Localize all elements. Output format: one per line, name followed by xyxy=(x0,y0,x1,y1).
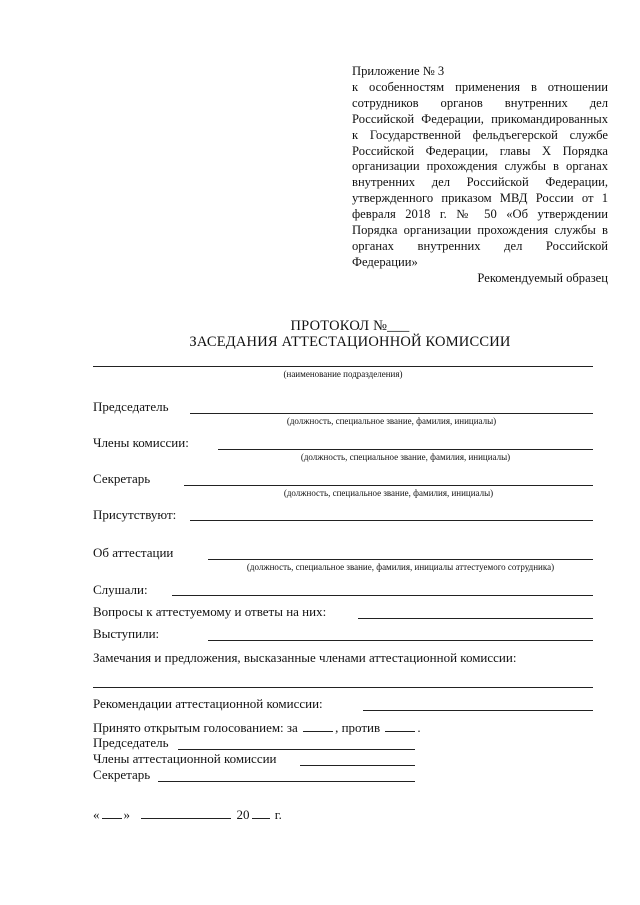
date-year-blank[interactable] xyxy=(252,806,270,819)
date-open-quote: « xyxy=(93,807,100,822)
date-year-prefix: 20 xyxy=(236,807,250,822)
date-day-blank[interactable] xyxy=(102,806,122,819)
secretary-label: Секретарь xyxy=(93,471,151,486)
attestation-label: Об аттестации xyxy=(93,545,174,560)
sign-chairman-label: Председатель xyxy=(93,735,169,750)
chairman-line[interactable] xyxy=(190,413,593,414)
sign-secretary-line[interactable] xyxy=(158,781,415,782)
sign-members-label: Члены аттестационной комиссии xyxy=(93,751,277,766)
questions-line[interactable] xyxy=(358,618,593,619)
members-label: Члены комиссии: xyxy=(93,435,189,450)
remarks-label: Замечания и предложения, высказанные членами аттестационной комиссии: xyxy=(93,650,517,665)
spoke-label: Выступили: xyxy=(93,626,160,641)
members-hint: (должность, специальное звание, фамилия, инициалы) xyxy=(300,452,511,462)
vote-against-blank[interactable] xyxy=(385,719,415,732)
date-row xyxy=(93,806,282,823)
chairman-label: Председатель xyxy=(93,399,169,414)
protocol-subtitle: ЗАСЕДАНИЯ АТТЕСТАЦИОННОЙ КОМИССИИ xyxy=(189,334,511,350)
vote-against-text: , против xyxy=(335,720,381,735)
remarks-line[interactable] xyxy=(93,687,593,688)
secretary-hint: (должность, специальное звание, фамилия, инициалы) xyxy=(283,488,494,498)
date-close-quote: » xyxy=(123,807,130,822)
sign-chairman-line[interactable] xyxy=(178,749,415,750)
sign-members-line[interactable] xyxy=(300,765,415,766)
heard-label: Слушали: xyxy=(93,582,148,597)
recommended-sample-label: Рекомендуемый образец xyxy=(477,271,608,285)
members-line[interactable] xyxy=(218,449,593,450)
annex-title: Приложение № 3 xyxy=(352,64,445,78)
secretary-line[interactable] xyxy=(184,485,593,486)
questions-label: Вопросы к аттестуемому и ответы на них: xyxy=(93,604,327,619)
annex-text: к особенностям применения в отношении сотрудников органов внутренних дел Российской Федерации, прикомандированных к Государственной фельдъегерской службе Российской Федерации, главы X Порядка организации прохождения службы в органах внутренних дел Российской Федерации, утвержденного приказом МВД России от 1 февраля 2018 г. № 50 «Об утверждении Порядка организации прохождения службы в органах внутренних дел Российской Федерации» xyxy=(352,79,608,269)
protocol-title: ПРОТОКОЛ №___ xyxy=(290,318,410,334)
division-line[interactable] xyxy=(93,366,593,367)
chairman-hint: (должность, специальное звание, фамилия, инициалы) xyxy=(286,416,497,426)
sign-secretary-label: Секретарь xyxy=(93,767,151,782)
present-line[interactable] xyxy=(190,520,593,521)
present-label: Присутствуют: xyxy=(93,507,177,522)
recommendations-label: Рекомендации аттестационной комиссии: xyxy=(93,696,323,711)
recommendations-line[interactable] xyxy=(363,710,593,711)
spoke-line[interactable] xyxy=(208,640,593,641)
vote-row xyxy=(93,719,421,736)
attestation-hint: (должность, специальное звание, фамилия, инициалы аттестуемого сотрудника) xyxy=(246,562,555,572)
date-month-blank[interactable] xyxy=(141,806,231,819)
date-year-suffix: г. xyxy=(274,807,282,822)
attestation-line[interactable] xyxy=(208,559,593,560)
division-hint: (наименование подразделения) xyxy=(283,369,403,379)
vote-for-blank[interactable] xyxy=(303,719,333,732)
vote-adopted-text: Принято открытым голосованием: за xyxy=(93,720,298,735)
annex-block xyxy=(352,64,608,271)
heard-line[interactable] xyxy=(172,595,593,596)
vote-end-text: . xyxy=(417,720,421,735)
